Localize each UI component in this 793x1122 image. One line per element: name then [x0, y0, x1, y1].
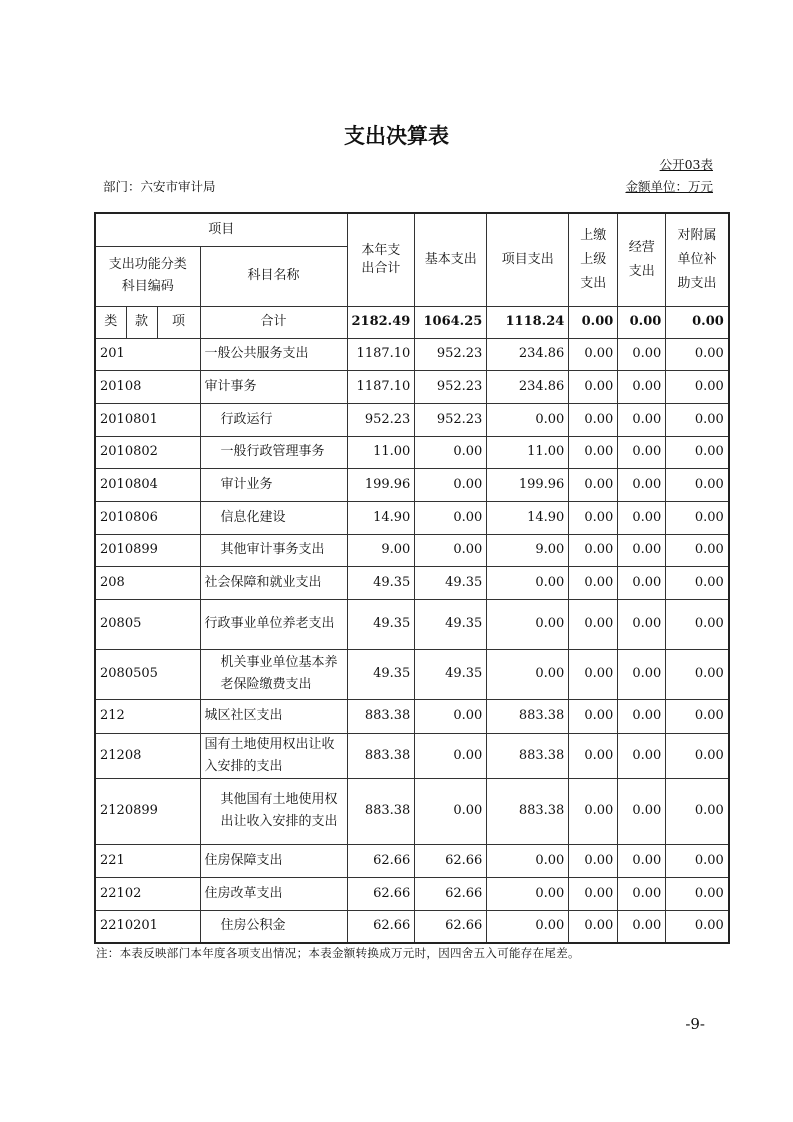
- row-code: 20805: [95, 599, 200, 649]
- row-value: 952.23: [415, 338, 487, 370]
- row-code: 221: [95, 844, 200, 877]
- row-value: 0.00: [666, 733, 729, 778]
- row-code: 2010801: [95, 403, 200, 436]
- table-row: [95, 436, 729, 468]
- row-value: 0.00: [618, 566, 666, 599]
- row-value: 0.00: [569, 699, 618, 733]
- row-value: 0.00: [569, 468, 618, 501]
- row-value: 0.00: [618, 403, 666, 436]
- row-value: 0.00: [569, 338, 618, 370]
- row-value: 14.90: [487, 501, 569, 534]
- row-value: 9.00: [347, 534, 415, 566]
- row-value: 0.00: [618, 910, 666, 943]
- row-name: 其他审计事务支出: [200, 534, 347, 566]
- row-value: 883.38: [347, 733, 415, 778]
- row-value: 0.00: [569, 501, 618, 534]
- row-name: 一般行政管理事务: [200, 436, 347, 468]
- table-row: [95, 910, 729, 943]
- row-value: 11.00: [347, 436, 415, 468]
- row-value: 952.23: [415, 370, 487, 403]
- row-value: 0.00: [618, 733, 666, 778]
- table-tag: 公开03表: [659, 157, 713, 172]
- row-name: 住房保障支出: [200, 844, 347, 877]
- table-row: [95, 877, 729, 910]
- row-value: 0.00: [569, 649, 618, 699]
- row-name: 行政运行: [200, 403, 347, 436]
- footnote: 注：本表反映部门本年度各项支出情况；本表金额转换成万元时，因四舍五入可能存在尾差。: [96, 946, 580, 960]
- row-code: 20108: [95, 370, 200, 403]
- row-value: 0.00: [666, 699, 729, 733]
- row-value: 0.00: [415, 501, 487, 534]
- header-project: 项目支出: [487, 213, 569, 306]
- row-name: 城区社区支出: [200, 699, 347, 733]
- row-value: 0.00: [487, 566, 569, 599]
- header-lei: 类: [95, 306, 126, 338]
- row-value: 0.00: [569, 403, 618, 436]
- table-row: [95, 534, 729, 566]
- row-value: 234.86: [487, 338, 569, 370]
- row-value: 0.00: [415, 436, 487, 468]
- row-name: 机关事业单位基本养老保险缴费支出: [200, 649, 347, 699]
- row-value: 0.00: [487, 877, 569, 910]
- row-value: 0.00: [569, 910, 618, 943]
- row-name: 审计业务: [200, 468, 347, 501]
- total-value: 0.00: [618, 306, 666, 338]
- row-code: 212: [95, 699, 200, 733]
- row-code: 2080505: [95, 649, 200, 699]
- page-title: 支出决算表: [344, 124, 449, 148]
- row-value: 0.00: [666, 501, 729, 534]
- row-value: 0.00: [569, 599, 618, 649]
- row-value: 952.23: [347, 403, 415, 436]
- header-superior: 上缴上级支出: [569, 213, 618, 306]
- header-name: 科目名称: [200, 246, 347, 306]
- row-code: 201: [95, 338, 200, 370]
- table-row: [95, 468, 729, 501]
- row-value: 49.35: [347, 649, 415, 699]
- row-name: 社会保障和就业支出: [200, 566, 347, 599]
- row-value: 952.23: [415, 403, 487, 436]
- total-value: 2182.49: [347, 306, 415, 338]
- table-row: [95, 844, 729, 877]
- total-value: 0.00: [569, 306, 618, 338]
- row-value: 0.00: [666, 566, 729, 599]
- page-number: -9-: [685, 1015, 705, 1033]
- row-value: 883.38: [487, 733, 569, 778]
- row-value: 0.00: [415, 733, 487, 778]
- total-label: 合计: [200, 306, 347, 338]
- row-value: 62.66: [415, 844, 487, 877]
- row-name: 住房改革支出: [200, 877, 347, 910]
- row-value: 0.00: [415, 778, 487, 844]
- row-code: 2010802: [95, 436, 200, 468]
- row-value: 0.00: [666, 370, 729, 403]
- row-value: 0.00: [666, 910, 729, 943]
- header-business: 经营支出: [618, 213, 666, 306]
- row-value: 0.00: [487, 403, 569, 436]
- header-kuan: 款: [126, 306, 157, 338]
- row-value: 49.35: [347, 599, 415, 649]
- row-name: 一般公共服务支出: [200, 338, 347, 370]
- row-value: 14.90: [347, 501, 415, 534]
- table-row: [95, 338, 729, 370]
- row-code: 208: [95, 566, 200, 599]
- table-row: [95, 649, 729, 699]
- row-name: 国有土地使用权出让收入安排的支出: [200, 733, 347, 778]
- row-value: 0.00: [569, 844, 618, 877]
- row-value: 11.00: [487, 436, 569, 468]
- row-value: 0.00: [618, 501, 666, 534]
- row-value: 49.35: [415, 649, 487, 699]
- row-value: 0.00: [618, 778, 666, 844]
- row-value: 9.00: [487, 534, 569, 566]
- row-value: 0.00: [569, 733, 618, 778]
- row-value: 49.35: [415, 599, 487, 649]
- row-value: 0.00: [569, 436, 618, 468]
- expenditure-table: [94, 212, 730, 944]
- table-row: [95, 733, 729, 778]
- row-value: 883.38: [347, 778, 415, 844]
- table-row: [95, 778, 729, 844]
- row-value: 0.00: [618, 699, 666, 733]
- row-value: 0.00: [415, 468, 487, 501]
- row-name: 信息化建设: [200, 501, 347, 534]
- row-value: 0.00: [569, 370, 618, 403]
- header-subsidiary: 对附属单位补助支出: [666, 213, 729, 306]
- row-value: 0.00: [666, 534, 729, 566]
- row-code: 22102: [95, 877, 200, 910]
- unit-label: 金额单位：万元: [625, 179, 713, 194]
- row-value: 49.35: [415, 566, 487, 599]
- table-row: [95, 370, 729, 403]
- table-row: [95, 566, 729, 599]
- row-value: 883.38: [487, 699, 569, 733]
- row-value: 1187.10: [347, 338, 415, 370]
- row-value: 0.00: [666, 468, 729, 501]
- row-value: 0.00: [487, 844, 569, 877]
- header-item: 项目: [95, 213, 347, 246]
- row-value: 62.66: [347, 844, 415, 877]
- row-value: 1187.10: [347, 370, 415, 403]
- row-value: 62.66: [347, 877, 415, 910]
- row-value: 0.00: [666, 844, 729, 877]
- row-value: 0.00: [666, 338, 729, 370]
- row-code: 2010899: [95, 534, 200, 566]
- row-code: 2010806: [95, 501, 200, 534]
- row-value: 0.00: [618, 534, 666, 566]
- row-code: 2010804: [95, 468, 200, 501]
- header-basic: 基本支出: [415, 213, 487, 306]
- row-value: 0.00: [618, 877, 666, 910]
- row-name: 审计事务: [200, 370, 347, 403]
- total-value: 0.00: [666, 306, 729, 338]
- row-value: 199.96: [347, 468, 415, 501]
- row-value: 62.66: [415, 877, 487, 910]
- total-value: 1118.24: [487, 306, 569, 338]
- row-name: 住房公积金: [200, 910, 347, 943]
- table-row: [95, 501, 729, 534]
- table-row: [95, 599, 729, 649]
- row-value: 199.96: [487, 468, 569, 501]
- row-value: 0.00: [618, 370, 666, 403]
- total-value: 1064.25: [415, 306, 487, 338]
- row-value: 0.00: [618, 436, 666, 468]
- row-value: 62.66: [347, 910, 415, 943]
- row-value: 62.66: [415, 910, 487, 943]
- row-code: 2210201: [95, 910, 200, 943]
- row-value: 0.00: [569, 778, 618, 844]
- row-value: 0.00: [666, 436, 729, 468]
- header-xiang: 项: [157, 306, 200, 338]
- row-name: 其他国有土地使用权出让收入安排的支出: [200, 778, 347, 844]
- row-code: 2120899: [95, 778, 200, 844]
- row-value: 0.00: [666, 877, 729, 910]
- row-value: 0.00: [618, 338, 666, 370]
- row-value: 883.38: [347, 699, 415, 733]
- row-value: 0.00: [487, 910, 569, 943]
- row-value: 0.00: [618, 599, 666, 649]
- row-value: 0.00: [666, 403, 729, 436]
- row-value: 0.00: [666, 778, 729, 844]
- department-label: 部门：六安市审计局: [103, 179, 216, 194]
- row-value: 0.00: [569, 534, 618, 566]
- table-row: [95, 403, 729, 436]
- row-value: 0.00: [487, 649, 569, 699]
- row-value: 0.00: [618, 649, 666, 699]
- row-value: 0.00: [415, 699, 487, 733]
- row-name: 行政事业单位养老支出: [200, 599, 347, 649]
- header-total: 本年支出合计: [347, 213, 415, 306]
- row-value: 0.00: [487, 599, 569, 649]
- row-value: 0.00: [415, 534, 487, 566]
- row-value: 0.00: [569, 566, 618, 599]
- row-value: 49.35: [347, 566, 415, 599]
- row-value: 0.00: [618, 844, 666, 877]
- row-value: 0.00: [666, 599, 729, 649]
- table-row: [95, 699, 729, 733]
- row-value: 0.00: [618, 468, 666, 501]
- row-value: 0.00: [666, 649, 729, 699]
- header-code: 支出功能分类科目编码: [95, 246, 200, 306]
- row-value: 883.38: [487, 778, 569, 844]
- row-code: 21208: [95, 733, 200, 778]
- row-value: 234.86: [487, 370, 569, 403]
- row-value: 0.00: [569, 877, 618, 910]
